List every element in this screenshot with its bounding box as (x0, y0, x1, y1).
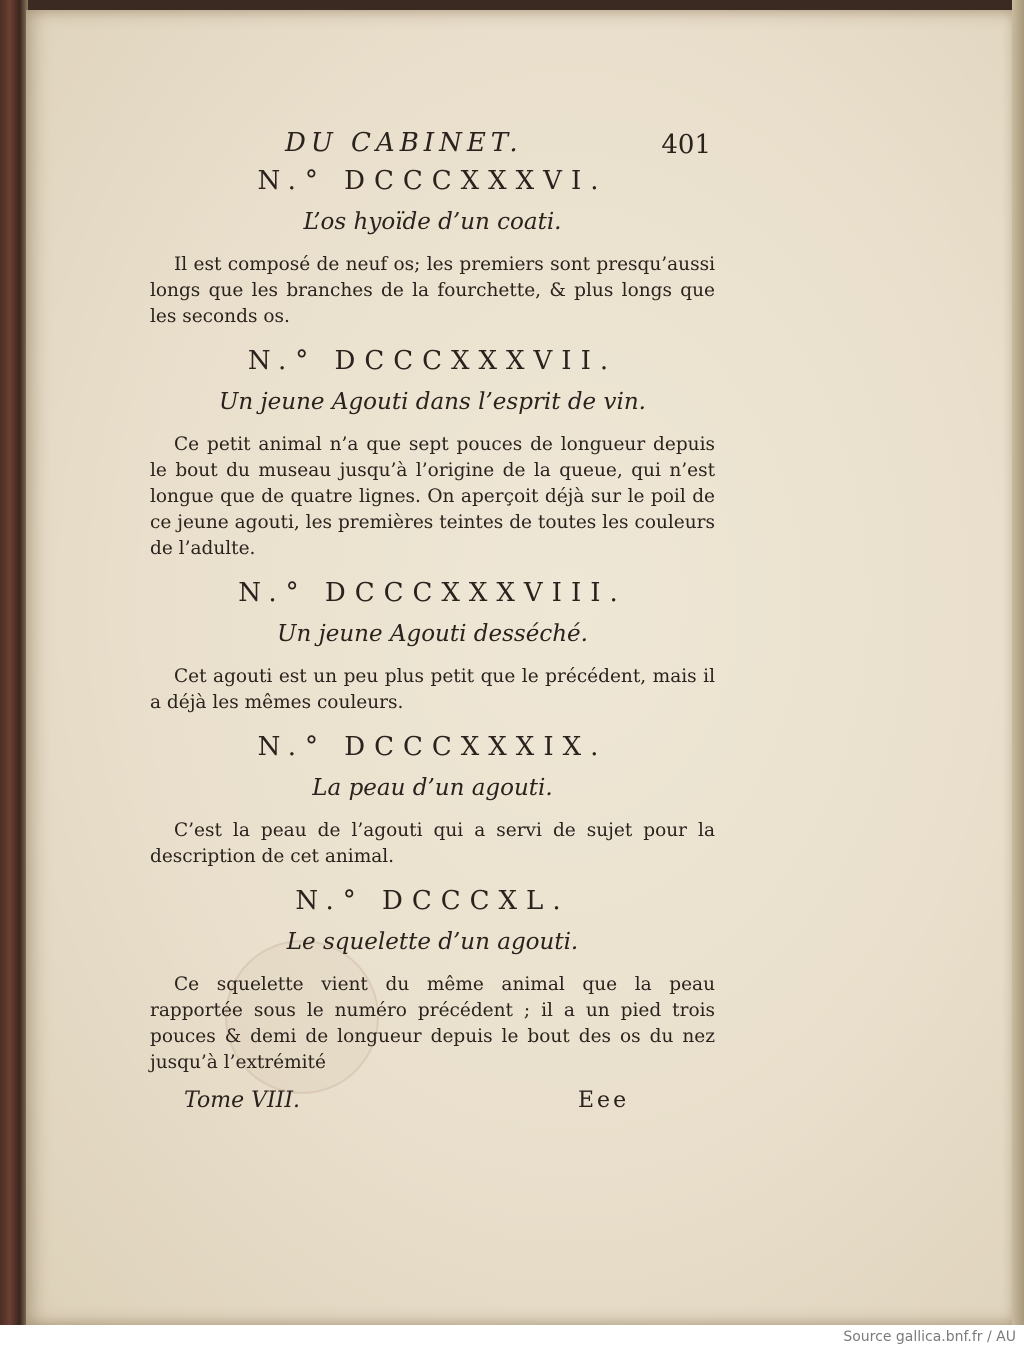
entry-number: N.° DCCCXXXVI. (257, 166, 608, 196)
entry-title: Un jeune Agouti desséché. (277, 621, 588, 647)
entry-title: La peau d’un agouti. (312, 775, 553, 801)
signature-mark: Eee (578, 1088, 630, 1113)
entry-836 (150, 166, 715, 330)
page-number: 401 (661, 130, 711, 160)
entry-body: Cet agouti est un peu plus petit que le précédent, mais il a déjà les mêmes couleurs. (150, 666, 715, 713)
entry-839 (150, 732, 715, 870)
entry-number: N.° DCCCXXXVIII. (238, 578, 627, 608)
entry-body: Il est composé de neuf os; les premiers sont presqu’aussi longs que les branches de la fourchette, & plus longs que les seconds os. (150, 254, 715, 327)
entry-number: N.° DCCCXL. (295, 886, 570, 916)
running-head (150, 118, 715, 166)
entry-title: Un jeune Agouti dans l’esprit de vin. (219, 389, 646, 415)
entry-body: Ce squelette vient du même animal que la peau rapportée sous le numéro précédent ; il a un pied trois pouces & demi de longueur depuis le bout des os du nez jusqu’à l’extrémité (150, 974, 715, 1073)
volume-label: Tome VIII. (184, 1088, 301, 1113)
page-text (150, 118, 715, 1128)
source-credit: Source gallica.bnf.fr / AU (843, 1329, 1016, 1345)
entry-body: Ce petit animal n’a que sept pouces de longueur depuis le bout du museau jusqu’à l’origine de la queue, qui n’est longue que de quatre lignes. On aperçoit déjà sur le poil de ce jeune agouti, les premières teintes de toutes les couleurs de l’adulte. (150, 434, 715, 559)
entry-title: Le squelette d’un agouti. (286, 929, 579, 955)
entry-body: C’est la peau de l’agouti qui a servi de sujet pour la description de cet animal. (150, 820, 715, 867)
entry-title: L’os hyoïde d’un coati. (303, 209, 562, 235)
entry-number: N.° DCCCXXXVII. (247, 346, 618, 376)
entry-840 (150, 886, 715, 1076)
entry-number: N.° DCCCXXXIX. (257, 732, 608, 762)
entry-838 (150, 578, 715, 716)
page-footer (150, 1088, 715, 1128)
book-binding (0, 0, 28, 1325)
entry-837 (150, 346, 715, 562)
running-title: DU CABINET. (285, 128, 523, 158)
page-edge (1012, 0, 1024, 1325)
